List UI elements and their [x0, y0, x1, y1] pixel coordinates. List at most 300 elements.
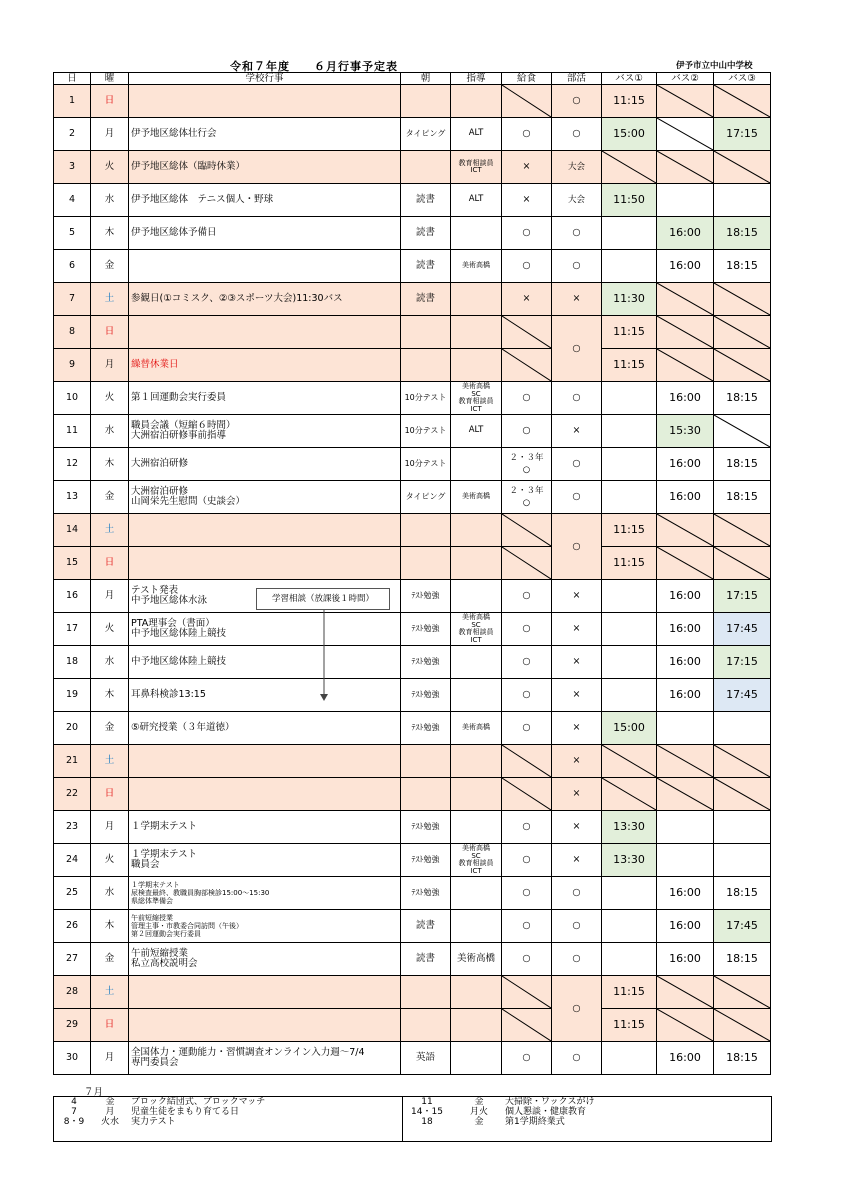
event-cell — [129, 217, 401, 250]
bus1-cell — [602, 943, 657, 976]
event-line: 私立高校説明会 — [131, 958, 198, 969]
morning-cell: タイピング — [401, 481, 451, 514]
bus3-cell: 18:15 — [714, 1042, 771, 1075]
event-line: 午前短縮授業 — [131, 914, 173, 922]
diagonal-strike — [714, 349, 770, 381]
table-row — [54, 712, 771, 745]
club-cell: × — [552, 646, 602, 679]
lunch-cell: ○ — [502, 580, 552, 613]
lunch-cell — [502, 349, 552, 382]
header-weekday: 曜 — [91, 73, 129, 85]
day-cell: 6 — [54, 250, 91, 283]
weekday-label: 月 — [104, 821, 115, 832]
club-cell: × — [552, 712, 602, 745]
diagonal-strike — [657, 283, 713, 315]
lunch-cell — [502, 514, 552, 547]
event-line: 中予地区総体陸上競技 — [131, 656, 227, 667]
bus2-cell: 16:00 — [657, 481, 714, 514]
july-weekday: 月 — [105, 1107, 115, 1117]
diagonal-strike — [714, 976, 770, 1008]
bus1-cell: 11:15 — [602, 547, 657, 580]
bus2-cell: 16:00 — [657, 448, 714, 481]
bus1-cell: 15:00 — [602, 118, 657, 151]
event-cell — [129, 712, 401, 745]
weekday-cell — [91, 1042, 129, 1075]
bus3-cell: 17:15 — [714, 118, 771, 151]
morning-cell — [401, 85, 451, 118]
guidance-line: 教育相談員 — [458, 628, 494, 636]
weekday-cell — [91, 316, 129, 349]
day-cell: 8 — [54, 316, 91, 349]
diagonal-strike — [657, 547, 713, 579]
july-weekday: 火水 — [100, 1117, 119, 1127]
day-cell: 25 — [54, 877, 91, 910]
lunch-cell — [502, 1009, 552, 1042]
lunch-cell: ○ — [502, 382, 552, 415]
bus1-cell: 15:00 — [602, 712, 657, 745]
diagonal-strike — [657, 349, 713, 381]
event-cell — [129, 679, 401, 712]
bus1-cell: 11:15 — [602, 1009, 657, 1042]
club-cell: ○ — [552, 481, 602, 514]
july-event: 個人懇談・健康教育 — [505, 1107, 587, 1117]
weekday-cell — [91, 943, 129, 976]
day-cell: 18 — [54, 646, 91, 679]
lunch-cell — [502, 316, 552, 349]
event-cell — [129, 1042, 401, 1075]
bus1-cell — [602, 382, 657, 415]
bus2-cell: 16:00 — [657, 877, 714, 910]
table-row — [54, 382, 771, 415]
table-row — [54, 481, 771, 514]
lunch-cell — [502, 85, 552, 118]
diagonal-strike — [714, 85, 770, 117]
day-cell: 4 — [54, 184, 91, 217]
event-line: 管理主事・市教委合同訪問（午後） — [131, 922, 243, 930]
lunch-cell: ○ — [502, 217, 552, 250]
guidance-cell — [451, 811, 502, 844]
table-row — [54, 811, 771, 844]
event-line: 第１回運動会実行委員 — [131, 392, 227, 403]
club-cell: ○ — [552, 877, 602, 910]
guidance-line: ALT — [468, 425, 484, 436]
day-cell: 19 — [54, 679, 91, 712]
guidance-cell — [451, 481, 502, 514]
weekday-label: 水 — [104, 656, 115, 667]
bus1-cell: 13:30 — [602, 811, 657, 844]
diagonal-strike — [657, 1009, 713, 1041]
table-row — [54, 118, 771, 151]
event-line: 伊予地区総体壮行会 — [131, 128, 217, 139]
event-cell — [129, 811, 401, 844]
guidance-cell — [451, 910, 502, 943]
bus3-cell — [714, 712, 771, 745]
event-cell — [129, 85, 401, 118]
event-cell — [129, 382, 401, 415]
guidance-line: 教育相談員 — [458, 859, 494, 867]
bus2-cell: 16:00 — [657, 382, 714, 415]
morning-cell: 10分テスト — [401, 382, 451, 415]
guidance-line: 教育相談員 — [458, 397, 494, 405]
event-cell — [129, 976, 401, 1009]
bus2-cell — [657, 811, 714, 844]
weekday-cell — [91, 547, 129, 580]
guidance-line: ICT — [470, 404, 482, 413]
event-line: 中予地区総体陸上競技 — [131, 628, 227, 639]
table-row — [54, 151, 771, 184]
guidance-cell — [451, 712, 502, 745]
day-cell: 12 — [54, 448, 91, 481]
guidance-line: SC — [471, 851, 481, 860]
weekday-cell — [91, 910, 129, 943]
club-cell: ○ — [552, 1042, 602, 1075]
weekday-label: 木 — [104, 458, 115, 469]
weekday-label: 金 — [104, 491, 115, 502]
header-events: 学校行事 — [129, 73, 401, 85]
bus1-cell — [602, 646, 657, 679]
club-cell: × — [552, 844, 602, 877]
bus2-cell — [657, 316, 714, 349]
lunch-cell — [502, 778, 552, 811]
event-cell — [129, 415, 401, 448]
table-row — [54, 250, 771, 283]
day-cell: 23 — [54, 811, 91, 844]
club-cell: × — [552, 613, 602, 646]
lunch-line: ○ — [522, 498, 531, 508]
diagonal-strike — [657, 85, 713, 117]
guidance-line: SC — [471, 620, 481, 629]
bus2-cell — [657, 778, 714, 811]
club-cell: ○ — [552, 250, 602, 283]
morning-cell: ﾃｽﾄ勉強 — [401, 844, 451, 877]
bus2-cell: 16:00 — [657, 943, 714, 976]
diagonal-strike — [657, 514, 713, 546]
weekday-cell — [91, 877, 129, 910]
event-cell — [129, 778, 401, 811]
event-line: 職員会議（短縮６時間） — [131, 420, 236, 431]
event-line: １学期末テスト — [131, 821, 198, 832]
weekday-label: 月 — [104, 359, 115, 370]
july-day: 8・9 — [63, 1117, 85, 1127]
bus3-cell: 18:15 — [714, 448, 771, 481]
club-cell: ○ — [552, 943, 602, 976]
weekday-cell — [91, 778, 129, 811]
july-event: 実力テスト — [131, 1117, 176, 1127]
guidance-cell — [451, 778, 502, 811]
table-row — [54, 844, 771, 877]
diagonal-strike — [602, 778, 656, 810]
morning-cell: ﾃｽﾄ勉強 — [401, 646, 451, 679]
guidance-line: 美術高橋 — [462, 492, 490, 501]
diagonal-strike — [602, 745, 656, 777]
bus2-cell: 16:00 — [657, 910, 714, 943]
morning-cell: ﾃｽﾄ勉強 — [401, 712, 451, 745]
bus3-cell — [714, 778, 771, 811]
weekday-cell — [91, 745, 129, 778]
morning-cell: 読書 — [401, 910, 451, 943]
event-cell — [129, 283, 401, 316]
weekday-label: 金 — [104, 260, 115, 271]
diagonal-strike — [657, 745, 713, 777]
day-cell: 1 — [54, 85, 91, 118]
weekday-label: 金 — [104, 953, 115, 964]
guidance-cell — [451, 151, 502, 184]
guidance-cell — [451, 118, 502, 151]
lunch-cell — [502, 976, 552, 1009]
school-name: 伊予市立中山中学校 — [676, 61, 753, 71]
diagonal-strike — [657, 118, 713, 150]
july-weekday: 金 — [105, 1097, 115, 1107]
day-cell: 7 — [54, 283, 91, 316]
diagonal-strike — [714, 778, 770, 810]
event-line: 第２回運動会実行委員 — [131, 930, 201, 938]
event-line: ⑤研究授業（３年道徳） — [131, 722, 235, 733]
bus3-cell: 18:15 — [714, 250, 771, 283]
weekday-label: 水 — [104, 425, 115, 436]
lunch-line: ○ — [522, 465, 531, 475]
table-row — [54, 910, 771, 943]
lunch-cell: ○ — [502, 250, 552, 283]
weekday-cell — [91, 415, 129, 448]
table-row — [54, 877, 771, 910]
day-cell: 26 — [54, 910, 91, 943]
bus2-cell — [657, 514, 714, 547]
event-line: 伊予地区総体予備日 — [131, 227, 217, 238]
table-row — [54, 580, 771, 613]
table-row — [54, 778, 771, 811]
morning-cell: ﾃｽﾄ勉強 — [401, 580, 451, 613]
lunch-cell: × — [502, 151, 552, 184]
day-cell: 29 — [54, 1009, 91, 1042]
guidance-cell — [451, 184, 502, 217]
event-line: 耳鼻科検診13:15 — [131, 689, 206, 700]
bus2-cell — [657, 118, 714, 151]
guidance-line: ALT — [468, 194, 484, 205]
bus1-cell: 11:15 — [602, 976, 657, 1009]
event-line: 中予地区総体水泳 — [131, 595, 208, 606]
lunch-cell — [502, 745, 552, 778]
table-row — [54, 1042, 771, 1075]
bus3-cell: 18:15 — [714, 382, 771, 415]
weekday-label: 水 — [104, 194, 115, 205]
lunch-cell: × — [502, 283, 552, 316]
guidance-cell — [451, 448, 502, 481]
club-cell: × — [552, 415, 602, 448]
bus3-cell — [714, 811, 771, 844]
weekday-label: 木 — [104, 689, 115, 700]
weekday-label: 日 — [104, 557, 115, 568]
event-cell — [129, 1009, 401, 1042]
bus3-cell — [714, 844, 771, 877]
weekday-label: 土 — [104, 524, 115, 535]
morning-cell — [401, 151, 451, 184]
lunch-cell — [502, 448, 552, 481]
table-row — [54, 943, 771, 976]
weekday-label: 火 — [104, 854, 115, 865]
weekday-label: 月 — [104, 128, 115, 139]
club-cell: ○ — [552, 382, 602, 415]
guidance-cell — [451, 85, 502, 118]
july-label: ７月 — [84, 1087, 104, 1098]
event-line: 参観日(①コミスク、②③スポーツ大会)11:30バス — [131, 293, 343, 304]
weekday-cell — [91, 613, 129, 646]
morning-cell: ﾃｽﾄ勉強 — [401, 811, 451, 844]
club-cell: × — [552, 283, 602, 316]
guidance-line: ICT — [470, 166, 482, 174]
table-row — [54, 283, 771, 316]
bus3-cell: 17:15 — [714, 580, 771, 613]
schedule-table — [53, 72, 771, 1075]
table-row — [54, 679, 771, 712]
bus2-cell — [657, 151, 714, 184]
day-cell: 13 — [54, 481, 91, 514]
event-cell — [129, 316, 401, 349]
table-row — [54, 976, 771, 1009]
day-cell: 17 — [54, 613, 91, 646]
july-day: 4 — [71, 1097, 77, 1107]
guidance-cell — [451, 1009, 502, 1042]
guidance-line: 美術高橋 — [462, 382, 490, 390]
weekday-cell — [91, 646, 129, 679]
bus3-cell — [714, 85, 771, 118]
guidance-cell — [451, 283, 502, 316]
day-cell: 24 — [54, 844, 91, 877]
day-cell: 9 — [54, 349, 91, 382]
event-line: 全国体力・運動能力・習慣調査オンライン入力週～7/4 — [131, 1047, 365, 1058]
bus1-cell: 13:30 — [602, 844, 657, 877]
morning-cell: 10分テスト — [401, 448, 451, 481]
bus1-cell — [602, 151, 657, 184]
morning-cell — [401, 514, 451, 547]
diagonal-strike — [657, 976, 713, 1008]
club-cell: 大会 — [552, 151, 602, 184]
bus3-cell: 17:45 — [714, 613, 771, 646]
guidance-line: ALT — [468, 128, 484, 139]
weekday-label: 日 — [104, 1019, 115, 1030]
bus1-cell: 11:15 — [602, 316, 657, 349]
lunch-line: ２・３年 — [509, 453, 544, 463]
guidance-cell — [451, 844, 502, 877]
weekday-cell — [91, 580, 129, 613]
bus1-cell — [602, 679, 657, 712]
weekday-cell — [91, 184, 129, 217]
day-cell: 15 — [54, 547, 91, 580]
weekday-label: 日 — [104, 326, 115, 337]
club-cell: ○ — [552, 448, 602, 481]
bus1-cell: 11:50 — [602, 184, 657, 217]
bus3-cell — [714, 349, 771, 382]
diagonal-strike — [714, 151, 770, 183]
july-event: 大掃除・ワックスがけ — [505, 1097, 595, 1107]
event-line: 尿検査最終、教職員胸部検診15:00～15:30 — [131, 889, 270, 897]
diagonal-strike — [502, 745, 551, 777]
day-cell: 11 — [54, 415, 91, 448]
weekday-label: 月 — [104, 1052, 115, 1063]
day-cell: 21 — [54, 745, 91, 778]
guidance-line: 美術高橋 — [462, 844, 490, 852]
july-day: 7 — [71, 1107, 77, 1117]
table-row — [54, 349, 771, 382]
guidance-cell — [451, 679, 502, 712]
bus2-cell — [657, 712, 714, 745]
bus2-cell: 16:00 — [657, 613, 714, 646]
bus3-cell: 17:45 — [714, 910, 771, 943]
bus3-cell — [714, 283, 771, 316]
weekday-cell — [91, 679, 129, 712]
bus1-cell — [602, 613, 657, 646]
header-guidance: 指導 — [451, 73, 502, 85]
july-event: ブロック結団式、ブロックマッチ — [131, 1097, 266, 1107]
weekday-cell — [91, 217, 129, 250]
bus1-cell — [602, 217, 657, 250]
morning-cell: ﾃｽﾄ勉強 — [401, 679, 451, 712]
bus2-cell: 15:30 — [657, 415, 714, 448]
july-right-weekdays — [452, 1097, 506, 1141]
weekday-cell — [91, 349, 129, 382]
diagonal-strike — [714, 316, 770, 348]
guidance-cell — [451, 1042, 502, 1075]
guidance-cell — [451, 415, 502, 448]
header-bus1: バス① — [602, 73, 657, 85]
guidance-line: 教育相談員 — [458, 158, 494, 167]
table-row — [54, 184, 771, 217]
weekday-cell — [91, 250, 129, 283]
header-day: 日 — [54, 73, 91, 85]
morning-cell: ﾃｽﾄ勉強 — [401, 877, 451, 910]
bus1-cell — [602, 481, 657, 514]
diagonal-strike — [714, 745, 770, 777]
diagonal-strike — [714, 1009, 770, 1041]
bus2-cell: 16:00 — [657, 646, 714, 679]
lunch-cell: ○ — [502, 712, 552, 745]
bus3-cell — [714, 1009, 771, 1042]
lunch-cell: ○ — [502, 118, 552, 151]
event-cell — [129, 646, 401, 679]
weekday-cell — [91, 151, 129, 184]
lunch-cell — [502, 481, 552, 514]
header-bus2: バス② — [657, 73, 714, 85]
table-row — [54, 547, 771, 580]
guidance-line: ICT — [470, 635, 482, 644]
lunch-cell: ○ — [502, 910, 552, 943]
guidance-cell — [451, 547, 502, 580]
diagonal-strike — [502, 778, 551, 810]
morning-cell: 読書 — [401, 943, 451, 976]
day-cell: 3 — [54, 151, 91, 184]
event-line: テスト発表 — [131, 585, 179, 596]
table-row — [54, 1009, 771, 1042]
weekday-label: 金 — [104, 722, 115, 733]
diagonal-strike — [502, 514, 551, 546]
lunch-cell: ○ — [502, 877, 552, 910]
event-cell — [129, 118, 401, 151]
diagonal-strike — [502, 316, 551, 348]
header-row — [54, 73, 771, 85]
morning-cell — [401, 1009, 451, 1042]
event-line: 専門委員会 — [131, 1057, 179, 1068]
diagonal-strike — [714, 514, 770, 546]
club-cell: ○ — [552, 217, 602, 250]
event-cell — [129, 877, 401, 910]
diagonal-strike — [502, 349, 551, 381]
bus3-cell — [714, 415, 771, 448]
july-left-events — [131, 1097, 399, 1141]
lunch-cell: ○ — [502, 811, 552, 844]
bus2-cell — [657, 85, 714, 118]
event-line: 伊予地区総体 テニス個人・野球 — [131, 194, 274, 205]
bus2-cell — [657, 844, 714, 877]
bus1-cell — [602, 745, 657, 778]
